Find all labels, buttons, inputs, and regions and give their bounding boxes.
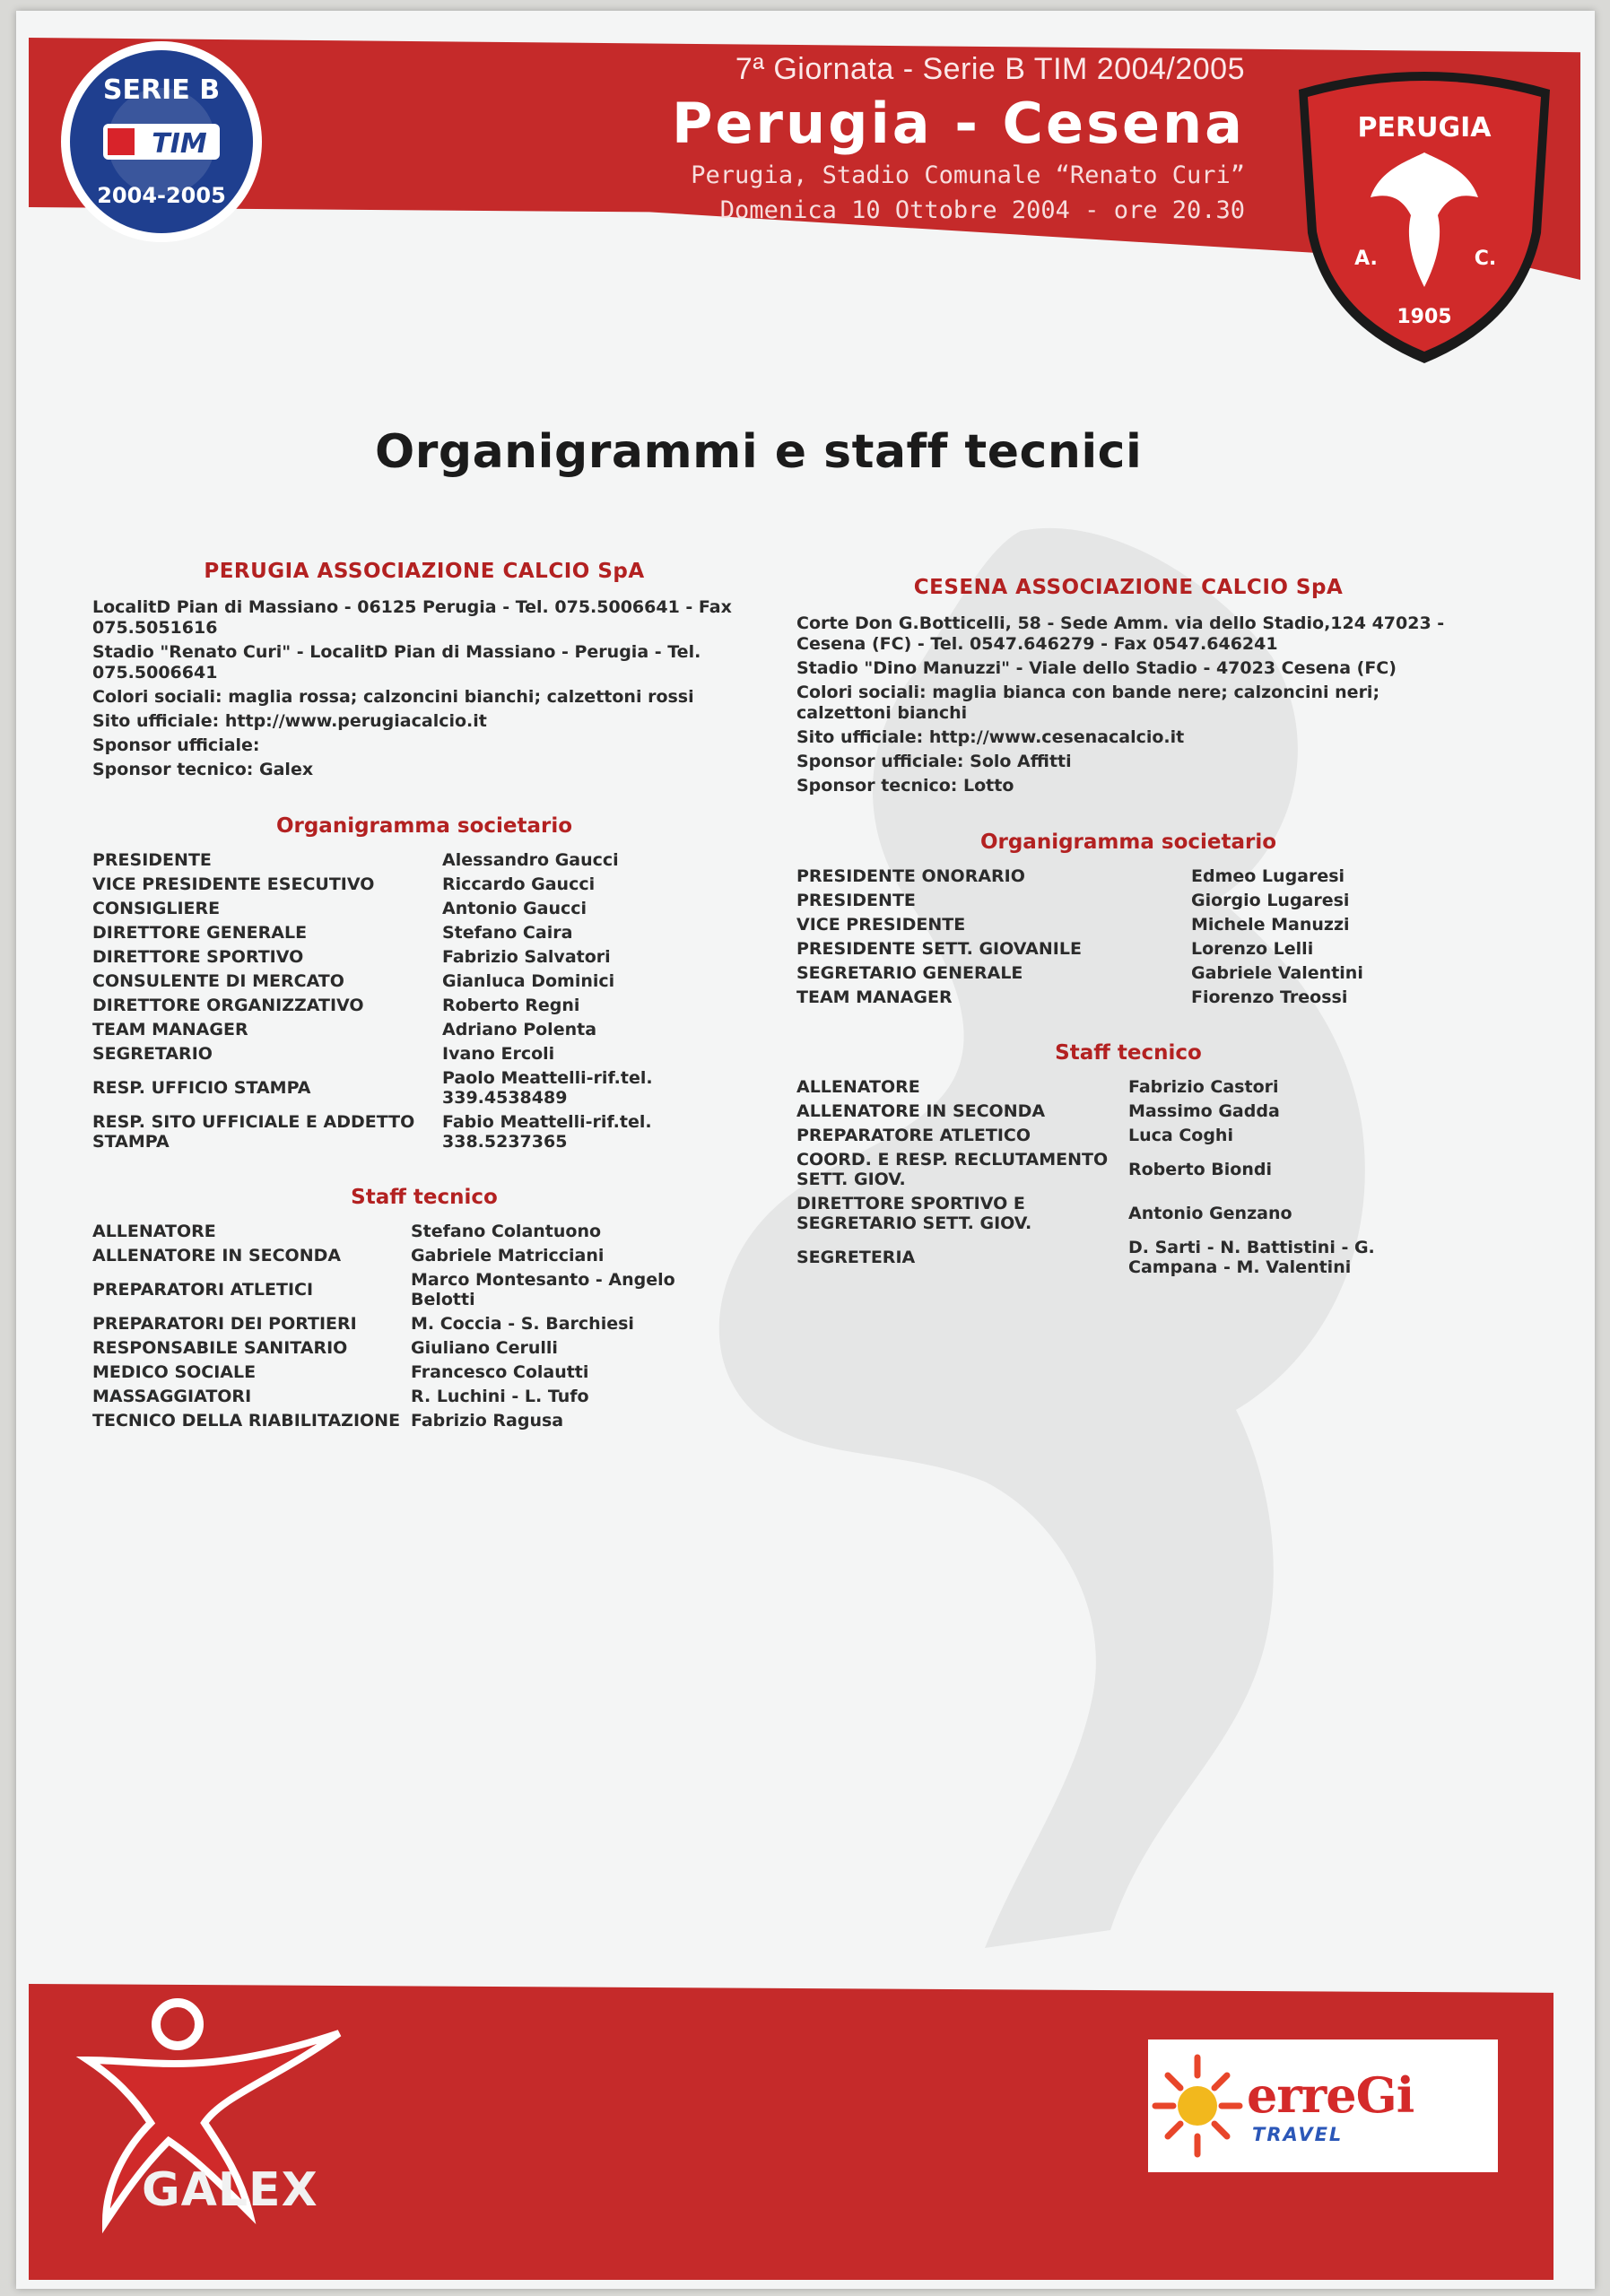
- org-role: DIRETTORE ORGANIZZATIVO: [92, 996, 364, 1015]
- perugia-org-list: [92, 850, 756, 1152]
- perugia-website: Sito ufficiale: http://www.perugiacalcio.it: [92, 711, 487, 731]
- org-person: Adriano Polenta: [442, 1020, 597, 1039]
- staff-role: ALLENATORE IN SECONDA: [796, 1101, 1046, 1121]
- staff-role: PREPARATORI ATLETICI: [92, 1280, 314, 1300]
- org-person: Riccardo Gaucci: [442, 874, 596, 894]
- staff-person: M. Coccia - S. Barchiesi: [411, 1314, 634, 1334]
- season-logo-text: 2004-2005: [97, 183, 226, 208]
- staff-person: Roberto Biondi: [1128, 1160, 1272, 1179]
- staff-person: Fabrizio Castori: [1128, 1077, 1279, 1097]
- org-role: PRESIDENTE ONORARIO: [796, 866, 1025, 886]
- tim-logo-text: TIM: [152, 128, 207, 160]
- sun-icon: [1148, 2039, 1247, 2172]
- serie-b-logo-text: SERIE B: [102, 74, 221, 106]
- org-role: SEGRETARIO: [92, 1044, 213, 1064]
- org-person: Giorgio Lugaresi: [1191, 891, 1350, 910]
- erregi-travel-tag: TRAVEL: [1252, 2124, 1344, 2145]
- match-date: Domenica 10 Ottobre 2004 - ore 20.30: [719, 196, 1245, 224]
- perugia-crest-icon: [1290, 63, 1559, 368]
- org-person: Fiorenzo Treossi: [1191, 987, 1348, 1007]
- staff-role: ALLENATORE: [796, 1077, 920, 1097]
- cesena-staff-title: Staff tecnico: [1055, 1041, 1202, 1065]
- staff-person: Marco Montesanto - Angelo Belotti: [411, 1270, 675, 1309]
- erregi-name: erreGi: [1247, 2066, 1414, 2124]
- perugia-colors: Colori sociali: maglia rossa; calzoncini bianchi; calzettoni rossi: [92, 687, 694, 707]
- cesena-website: Sito ufficiale: http://www.cesenacalcio.it: [796, 727, 1185, 747]
- page: [16, 11, 1595, 2289]
- staff-role: PREPARATORE ATLETICO: [796, 1126, 1031, 1145]
- cesena-technical-sponsor: Sponsor tecnico: Lotto: [796, 776, 1014, 796]
- org-person: Stefano Caira: [442, 923, 573, 943]
- cesena-stadium: Stadio "Dino Manuzzi" - Viale dello Stadio - 47023 Cesena (FC): [796, 658, 1397, 678]
- staff-role: PREPARATORI DEI PORTIERI: [92, 1314, 357, 1334]
- staff-person: R. Luchini - L. Tufo: [411, 1387, 589, 1406]
- staff-role: SEGRETERIA: [796, 1248, 916, 1267]
- staff-person: Gabriele Matricciani: [411, 1246, 605, 1265]
- org-role: DIRETTORE SPORTIVO: [92, 947, 304, 967]
- cesena-colors: Colori sociali: maglia bianca con bande nere; calzoncini neri; calzettoni bianchi: [796, 683, 1380, 723]
- galex-sponsor-text: GALEX: [142, 2163, 318, 2217]
- cesena-official-sponsor: Sponsor ufficiale: Solo Affitti: [796, 752, 1072, 771]
- cesena-staff-list: [796, 1077, 1460, 1277]
- org-role: DIRETTORE GENERALE: [92, 923, 308, 943]
- org-role: PRESIDENTE: [796, 891, 916, 910]
- crest-name-text: PERUGIA: [1357, 112, 1492, 144]
- perugia-org-title: Organigramma societario: [275, 814, 573, 838]
- perugia-staff-list: [92, 1222, 756, 1431]
- perugia-technical-sponsor: Sponsor tecnico: Galex: [92, 760, 314, 779]
- staff-person: Fabrizio Ragusa: [411, 1411, 564, 1431]
- cesena-club-name: CESENA ASSOCIAZIONE CALCIO SpA: [913, 576, 1344, 599]
- page-title: Organigrammi e staff tecnici: [375, 425, 1143, 479]
- perugia-club-name: PERUGIA ASSOCIAZIONE CALCIO SpA: [204, 560, 645, 583]
- cesena-column: [796, 576, 1460, 1277]
- org-person: Fabio Meattelli-rif.tel. 338.5237365: [442, 1112, 652, 1152]
- org-role: RESP. SITO UFFICIALE E ADDETTO STAMPA: [92, 1112, 415, 1152]
- org-role: VICE PRESIDENTE ESECUTIVO: [92, 874, 375, 894]
- org-role: CONSIGLIERE: [92, 899, 221, 918]
- org-person: Ivano Ercoli: [442, 1044, 555, 1064]
- org-person: Edmeo Lugaresi: [1191, 866, 1345, 886]
- staff-role: TECNICO DELLA RIABILITAZIONE: [92, 1411, 401, 1431]
- org-role: PRESIDENTE: [92, 850, 212, 870]
- staff-person: Stefano Colantuono: [411, 1222, 602, 1241]
- erregi-travel-sponsor: [1148, 2039, 1498, 2172]
- perugia-column: [92, 560, 756, 1431]
- serie-b-tim-logo-icon: [54, 34, 269, 249]
- staff-person: D. Sarti - N. Battistini - G. Campana - M. Valentini: [1128, 1238, 1375, 1277]
- staff-person: Francesco Colautti: [411, 1362, 589, 1382]
- match-info: [438, 52, 1245, 224]
- perugia-stadium: Stadio "Renato Curi" - LocalitD Pian di Massiano - Perugia - Tel. 075.5006641: [92, 642, 701, 683]
- staff-role: COORD. E RESP. RECLUTAMENTO SETT. GIOV.: [796, 1150, 1109, 1189]
- crest-c-text: C.: [1474, 248, 1497, 270]
- org-person: Paolo Meattelli-rif.tel. 339.4538489: [442, 1068, 653, 1108]
- org-person: Gabriele Valentini: [1191, 963, 1363, 983]
- match-venue: Perugia, Stadio Comunale “Renato Curi”: [691, 161, 1245, 189]
- org-role: PRESIDENTE SETT. GIOVANILE: [796, 939, 1082, 959]
- match-title: Perugia - Cesena: [671, 91, 1245, 156]
- crest-year-text: 1905: [1397, 306, 1452, 328]
- staff-role: DIRETTORE SPORTIVO E SEGRETARIO SETT. GIOV.: [796, 1194, 1032, 1233]
- org-person: Lorenzo Lelli: [1191, 939, 1314, 959]
- org-role: VICE PRESIDENTE: [796, 915, 966, 935]
- org-person: Roberto Regni: [442, 996, 580, 1015]
- staff-role: ALLENATORE IN SECONDA: [92, 1246, 342, 1265]
- perugia-official-sponsor: Sponsor ufficiale:: [92, 735, 260, 755]
- cesena-org-title: Organigramma societario: [979, 831, 1277, 854]
- org-role: CONSULENTE DI MERCATO: [92, 971, 344, 991]
- org-role: TEAM MANAGER: [796, 987, 953, 1007]
- staff-person: Massimo Gadda: [1128, 1101, 1280, 1121]
- staff-person: Antonio Genzano: [1128, 1204, 1292, 1223]
- org-person: Antonio Gaucci: [442, 899, 587, 918]
- match-round: 7ª Giornata - Serie B TIM 2004/2005: [735, 52, 1245, 86]
- staff-role: MEDICO SOCIALE: [92, 1362, 257, 1382]
- perugia-staff-title: Staff tecnico: [351, 1186, 498, 1209]
- org-person: Fabrizio Salvatori: [442, 947, 611, 967]
- staff-role: RESPONSABILE SANITARIO: [92, 1338, 348, 1358]
- org-role: TEAM MANAGER: [92, 1020, 248, 1039]
- staff-role: ALLENATORE: [92, 1222, 216, 1241]
- cesena-address: Corte Don G.Botticelli, 58 - Sede Amm. via dello Stadio,124 47023 - Cesena (FC) - Tel. 0547.646279 - Fax 0547.646241: [796, 613, 1445, 654]
- org-role: RESP. UFFICIO STAMPA: [92, 1078, 311, 1098]
- perugia-address: LocalitD Pian di Massiano - 06125 Perugia - Tel. 075.5006641 - Fax 075.5051616: [92, 597, 732, 638]
- org-person: Gianluca Dominici: [442, 971, 615, 991]
- cesena-org-list: [796, 866, 1460, 1007]
- org-role: SEGRETARIO GENERALE: [796, 963, 1023, 983]
- org-person: Alessandro Gaucci: [442, 850, 619, 870]
- staff-person: Luca Coghi: [1128, 1126, 1233, 1145]
- staff-person: Giuliano Cerulli: [411, 1338, 558, 1358]
- org-person: Michele Manuzzi: [1191, 915, 1350, 935]
- crest-a-text: A.: [1354, 248, 1378, 270]
- staff-role: MASSAGGIATORI: [92, 1387, 252, 1406]
